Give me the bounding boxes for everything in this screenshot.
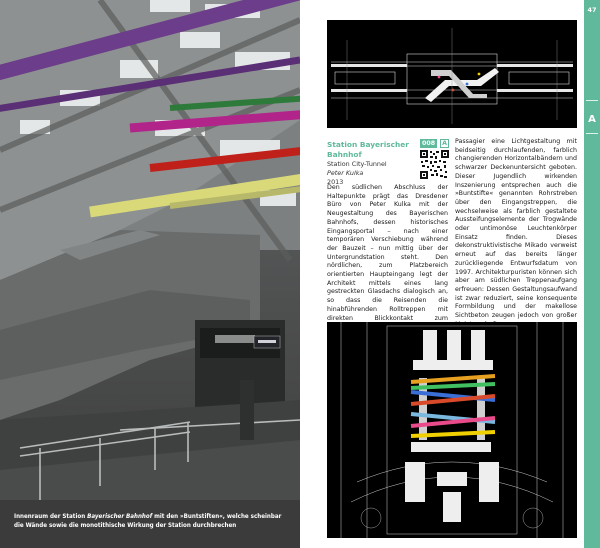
station-architect: Peter Kulka: [327, 169, 364, 177]
section-letter: A: [588, 114, 596, 125]
tab-divider-top: [586, 100, 598, 101]
plan-drawing-illustration: [327, 322, 577, 538]
qr-code-icon[interactable]: [420, 150, 449, 179]
tab-divider-bottom: [586, 133, 598, 134]
plan-drawing: [327, 322, 577, 538]
section-tab: [584, 0, 600, 548]
page-number: 47: [587, 6, 597, 14]
entry-letter-badge: A: [440, 139, 449, 148]
section-drawing-illustration: [327, 20, 577, 128]
section-drawing: [327, 20, 577, 128]
photo-caption: Innenraum der Station Bayerischer Bahnhof mit den »Buntstiften«, welche scheinbar die Wände sowie die monotithische Wirkung der Station durchbrechen: [14, 513, 282, 529]
station-subtitle: Station City-Tunnel: [327, 160, 387, 168]
entry-number-badge: 008: [422, 140, 436, 147]
body-text-column-1: Den südlichen Abschluss der Haltepunkte prägt das Dresdener Büro von Peter Kulka mit der Neugestaltung des Bayerischen Bahnhofs, dessen historisches Eingangsportal – nach einer temporären Verschiebung während der Bauzeit – nun mittig über der Untergrundstation steht. Den nördlichen, zum Platzbereich orientierten Haupteingang legt der Architekt mittels eines lang gestreckten Glasdachs dialogisch an, so dass die Reisenden die hinabführenden Rolltreppen mit direkten Blickkontakt zum: [327, 184, 448, 322]
station-year: 2013: [327, 178, 344, 186]
body-text-column-2: Passagier eine Lichtgestaltung mit beidseitig durchlaufenden, farblich changierenden Horizontalbändern und schwarzer Deckenuntersicht geboten. Dieser Jugendlich wirkenden Inszenierung entsprechen auch die »Buntstifte« genannten Rohrstreben über den Eingangstreppen, die wechselweise als farblich gestaltete Aussteifungselemente der Trogwände oder untimonöse Leuchtenkörper Einsatz finden. Dieses dekonstruktivistische Mikado verweist erneut auf das bereits länger zurückliegende Entwurfsdatum von 1997. Architekturpuristen können sich aber am südlichen Treppenaufgang erfreuen: Dessen Gestaltungsaufwand ist zwar reduziert, seine konsequente Formbildung und der makellose Sichtbeton zeugen jedoch von großer: [455, 138, 577, 320]
station-title: Station Bayerischer Bahnhof: [327, 140, 409, 159]
